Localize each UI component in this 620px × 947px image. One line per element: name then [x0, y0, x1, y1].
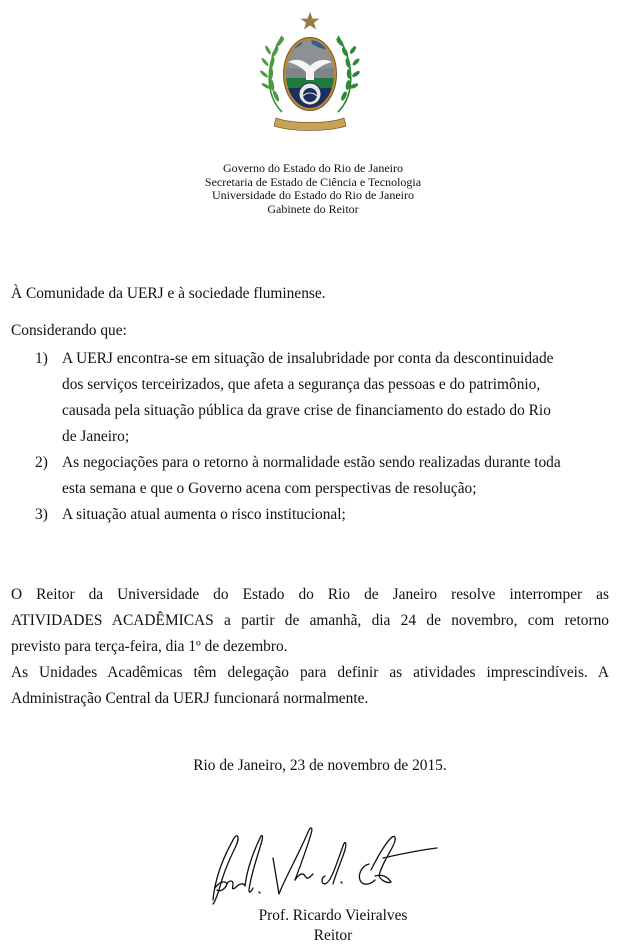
list-item-line: esta semana e que o Governo acena com perspectivas de resolução;	[62, 480, 477, 497]
list-item-number: 2)	[35, 454, 48, 471]
list-item-line: causada pela situação pública da grave crise de financiamento do estado do Rio	[62, 402, 551, 419]
units-line: Administração Central da UERJ funcionará normalmente.	[11, 690, 369, 707]
list-item-line: de Janeiro;	[62, 428, 130, 445]
list-item-line: A UERJ encontra-se em situação de insalubridade por conta da descontinuidade	[62, 350, 554, 367]
decision-paragraph	[11, 582, 609, 712]
star-icon	[301, 12, 320, 30]
list-item-number: 3)	[35, 506, 48, 523]
header-office: Gabinete do Reitor	[267, 201, 359, 216]
letter-date: Rio de Janeiro, 23 de novembro de 2015.	[193, 757, 447, 774]
header-government: Governo do Estado do Rio de Janeiro	[223, 161, 403, 175]
state-coat-of-arms-seal	[258, 10, 362, 132]
signer-title: Reitor	[313, 927, 353, 944]
greeting: À Comunidade da UERJ e à sociedade fluminense.	[11, 285, 326, 302]
list-item-number: 1)	[35, 350, 48, 367]
signer-name: Prof. Ricardo Vieiralves	[258, 907, 408, 924]
list-item	[0, 450, 609, 502]
considerations-list	[0, 346, 609, 528]
handwritten-signature	[205, 818, 440, 910]
considering-intro: Considerando que:	[11, 322, 127, 339]
units-line: As Unidades Acadêmicas têm delegação para definir as atividades imprescindíveis. A	[11, 664, 609, 681]
list-item	[0, 346, 609, 450]
seal-ribbon	[274, 118, 346, 131]
list-item	[0, 502, 609, 528]
signer-block	[0, 906, 620, 946]
decision-line: previsto para terça-feira, dia 1º de dezembro.	[11, 638, 288, 655]
list-item-line: As negociações para o retorno à normalidade estão sendo realizadas durante toda	[62, 454, 561, 471]
header-secretariat: Secretaria de Estado de Ciência e Tecnologia	[204, 174, 422, 189]
header-university: Universidade do Estado do Rio de Janeiro	[212, 188, 414, 202]
letterhead	[0, 162, 620, 216]
decision-line: O Reitor da Universidade do Estado do Rio de Janeiro resolve interromper as	[11, 586, 609, 603]
decision-line: ATIVIDADES ACADÊMICAS a partir de amanhã, dia 24 de novembro, com retorno	[11, 612, 609, 629]
list-item-line: dos serviços terceirizados, que afeta a segurança das pessoas e do patrimônio,	[62, 376, 541, 393]
list-item-line: A situação atual aumenta o risco institucional;	[62, 506, 346, 523]
